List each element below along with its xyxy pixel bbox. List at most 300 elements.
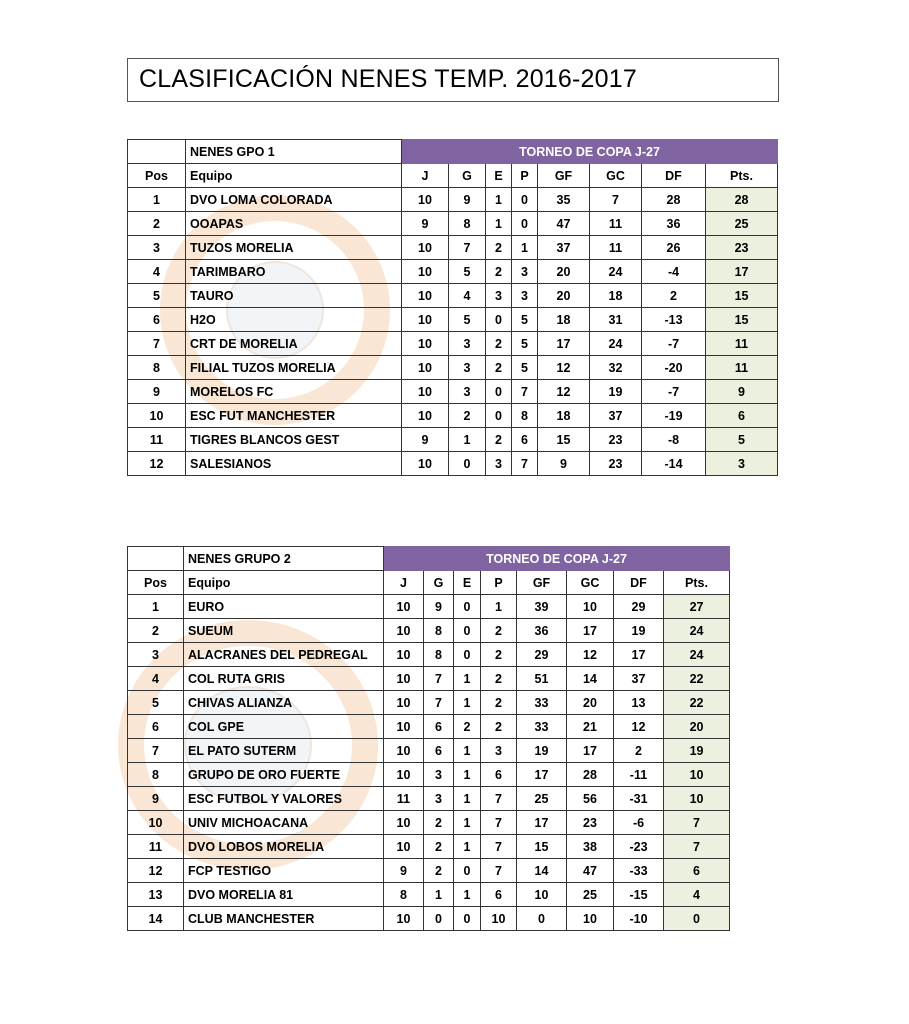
cell-gc: 23 <box>590 452 642 476</box>
col-header-g: G <box>449 164 486 188</box>
cell-pts: 24 <box>664 643 730 667</box>
cell-gf: 33 <box>517 715 567 739</box>
cell-p: 7 <box>481 835 517 859</box>
cell-j: 9 <box>402 212 449 236</box>
cell-p: 7 <box>512 452 538 476</box>
cell-df: -6 <box>614 811 664 835</box>
cell-pos: 6 <box>128 308 186 332</box>
cell-pos: 8 <box>128 356 186 380</box>
cell-gc: 11 <box>590 236 642 260</box>
cell-team: ESC FUT MANCHESTER <box>186 404 402 428</box>
col-header-pos: Pos <box>128 164 186 188</box>
cell-e: 1 <box>454 691 481 715</box>
cell-gf: 29 <box>517 643 567 667</box>
cell-pos: 10 <box>128 811 184 835</box>
cell-df: 37 <box>614 667 664 691</box>
cell-team: DVO MORELIA 81 <box>184 883 384 907</box>
col-header-pos: Pos <box>128 571 184 595</box>
standings-table-group-2 <box>127 546 730 931</box>
cell-df: -13 <box>642 308 706 332</box>
cell-g: 7 <box>449 236 486 260</box>
cell-pos: 3 <box>128 236 186 260</box>
cell-e: 0 <box>454 619 481 643</box>
cell-j: 9 <box>384 859 424 883</box>
group-name: NENES GPO 1 <box>186 140 402 164</box>
cell-e: 1 <box>454 787 481 811</box>
cell-team: FCP TESTIGO <box>184 859 384 883</box>
cell-pts: 23 <box>706 236 778 260</box>
cell-pos: 9 <box>128 380 186 404</box>
cell-j: 10 <box>384 691 424 715</box>
table-row <box>128 260 778 284</box>
cell-pts: 10 <box>664 763 730 787</box>
cell-pts: 7 <box>664 835 730 859</box>
cell-pos: 9 <box>128 787 184 811</box>
cell-gf: 19 <box>517 739 567 763</box>
cell-df: 19 <box>614 619 664 643</box>
col-header-gc: GC <box>567 571 614 595</box>
cell-pts: 25 <box>706 212 778 236</box>
table-row <box>128 619 730 643</box>
cell-p: 3 <box>512 260 538 284</box>
table-row <box>128 595 730 619</box>
cell-j: 10 <box>402 380 449 404</box>
cell-e: 1 <box>454 739 481 763</box>
cell-pts: 19 <box>664 739 730 763</box>
cell-pos: 1 <box>128 188 186 212</box>
blank-cell <box>128 140 186 164</box>
cell-p: 2 <box>481 715 517 739</box>
cell-pts: 11 <box>706 332 778 356</box>
cell-team: TUZOS MORELIA <box>186 236 402 260</box>
cell-g: 3 <box>424 787 454 811</box>
table-row <box>128 883 730 907</box>
cell-g: 3 <box>449 380 486 404</box>
cell-df: -14 <box>642 452 706 476</box>
cell-e: 0 <box>454 907 481 931</box>
cell-g: 6 <box>424 715 454 739</box>
cell-gc: 7 <box>590 188 642 212</box>
cell-e: 0 <box>454 643 481 667</box>
table-row <box>128 715 730 739</box>
table-row <box>128 332 778 356</box>
cell-df: -20 <box>642 356 706 380</box>
cell-j: 10 <box>402 260 449 284</box>
cell-pos: 4 <box>128 260 186 284</box>
cell-gf: 37 <box>538 236 590 260</box>
cell-df: -8 <box>642 428 706 452</box>
cell-p: 7 <box>512 380 538 404</box>
cell-pos: 2 <box>128 212 186 236</box>
cell-gc: 23 <box>590 428 642 452</box>
col-header-df: DF <box>614 571 664 595</box>
cell-pts: 20 <box>664 715 730 739</box>
col-header-p: P <box>481 571 517 595</box>
cell-pts: 15 <box>706 284 778 308</box>
cell-pos: 4 <box>128 667 184 691</box>
cell-e: 2 <box>486 260 512 284</box>
cell-j: 10 <box>402 284 449 308</box>
cell-pts: 24 <box>664 619 730 643</box>
cell-gc: 24 <box>590 332 642 356</box>
cell-pts: 11 <box>706 356 778 380</box>
table-row <box>128 811 730 835</box>
cell-gf: 20 <box>538 260 590 284</box>
cell-df: -23 <box>614 835 664 859</box>
table-row <box>128 643 730 667</box>
cell-j: 11 <box>384 787 424 811</box>
cell-pts: 9 <box>706 380 778 404</box>
cell-gc: 24 <box>590 260 642 284</box>
cell-gf: 15 <box>517 835 567 859</box>
cell-p: 10 <box>481 907 517 931</box>
col-header-g: G <box>424 571 454 595</box>
cell-g: 2 <box>424 859 454 883</box>
cell-pts: 15 <box>706 308 778 332</box>
cell-gc: 56 <box>567 787 614 811</box>
cell-j: 10 <box>384 739 424 763</box>
table-row <box>128 212 778 236</box>
cell-g: 5 <box>449 308 486 332</box>
cell-g: 0 <box>424 907 454 931</box>
col-header-gf: GF <box>538 164 590 188</box>
cell-e: 2 <box>486 356 512 380</box>
cell-e: 0 <box>486 380 512 404</box>
torneo-header: TORNEO DE COPA J-27 <box>402 140 778 164</box>
cell-pos: 5 <box>128 284 186 308</box>
cell-team: H2O <box>186 308 402 332</box>
cell-gc: 38 <box>567 835 614 859</box>
cell-gc: 10 <box>567 595 614 619</box>
cell-gc: 17 <box>567 739 614 763</box>
cell-gf: 14 <box>517 859 567 883</box>
cell-pts: 6 <box>664 859 730 883</box>
cell-p: 2 <box>481 691 517 715</box>
cell-team: DVO LOMA COLORADA <box>186 188 402 212</box>
cell-p: 2 <box>481 619 517 643</box>
cell-p: 1 <box>481 595 517 619</box>
cell-gf: 51 <box>517 667 567 691</box>
cell-pos: 7 <box>128 332 186 356</box>
cell-gf: 25 <box>517 787 567 811</box>
cell-team: OOAPAS <box>186 212 402 236</box>
cell-pts: 5 <box>706 428 778 452</box>
cell-e: 3 <box>486 452 512 476</box>
cell-pos: 13 <box>128 883 184 907</box>
cell-j: 10 <box>384 715 424 739</box>
cell-e: 0 <box>486 308 512 332</box>
cell-df: 26 <box>642 236 706 260</box>
cell-pts: 3 <box>706 452 778 476</box>
cell-g: 9 <box>449 188 486 212</box>
cell-gc: 32 <box>590 356 642 380</box>
cell-df: -7 <box>642 380 706 404</box>
cell-df: 29 <box>614 595 664 619</box>
cell-gf: 35 <box>538 188 590 212</box>
table-row <box>128 404 778 428</box>
cell-pos: 8 <box>128 763 184 787</box>
cell-g: 3 <box>449 356 486 380</box>
cell-e: 2 <box>486 236 512 260</box>
cell-e: 1 <box>454 811 481 835</box>
cell-gc: 19 <box>590 380 642 404</box>
cell-gf: 10 <box>517 883 567 907</box>
cell-g: 9 <box>424 595 454 619</box>
cell-pos: 3 <box>128 643 184 667</box>
cell-df: -10 <box>614 907 664 931</box>
cell-pts: 17 <box>706 260 778 284</box>
cell-pos: 2 <box>128 619 184 643</box>
cell-gf: 0 <box>517 907 567 931</box>
cell-gc: 20 <box>567 691 614 715</box>
cell-e: 1 <box>454 763 481 787</box>
cell-p: 6 <box>512 428 538 452</box>
cell-p: 6 <box>481 763 517 787</box>
cell-p: 1 <box>512 236 538 260</box>
cell-df: -19 <box>642 404 706 428</box>
cell-pos: 11 <box>128 835 184 859</box>
cell-team: ALACRANES DEL PEDREGAL <box>184 643 384 667</box>
cell-j: 10 <box>402 356 449 380</box>
cell-p: 7 <box>481 787 517 811</box>
cell-p: 3 <box>481 739 517 763</box>
blank-cell <box>128 547 184 571</box>
cell-e: 1 <box>454 883 481 907</box>
cell-gc: 37 <box>590 404 642 428</box>
cell-e: 2 <box>486 428 512 452</box>
cell-g: 8 <box>424 643 454 667</box>
cell-team: CRT DE MORELIA <box>186 332 402 356</box>
cell-gc: 31 <box>590 308 642 332</box>
cell-gf: 12 <box>538 380 590 404</box>
col-header-j: J <box>402 164 449 188</box>
cell-gc: 28 <box>567 763 614 787</box>
table-row <box>128 787 730 811</box>
cell-pts: 7 <box>664 811 730 835</box>
cell-gf: 18 <box>538 404 590 428</box>
cell-team: COL GPE <box>184 715 384 739</box>
cell-g: 3 <box>424 763 454 787</box>
cell-g: 1 <box>449 428 486 452</box>
cell-e: 1 <box>486 212 512 236</box>
cell-p: 7 <box>481 859 517 883</box>
col-header-equipo: Equipo <box>186 164 402 188</box>
cell-g: 2 <box>449 404 486 428</box>
cell-pts: 4 <box>664 883 730 907</box>
cell-df: -33 <box>614 859 664 883</box>
col-header-df: DF <box>642 164 706 188</box>
col-header-p: P <box>512 164 538 188</box>
cell-gc: 17 <box>567 619 614 643</box>
cell-df: 17 <box>614 643 664 667</box>
cell-g: 2 <box>424 811 454 835</box>
cell-p: 6 <box>481 883 517 907</box>
cell-pos: 14 <box>128 907 184 931</box>
cell-g: 1 <box>424 883 454 907</box>
col-header-e: E <box>454 571 481 595</box>
cell-pos: 11 <box>128 428 186 452</box>
cell-j: 10 <box>384 907 424 931</box>
cell-gc: 47 <box>567 859 614 883</box>
cell-e: 1 <box>454 667 481 691</box>
cell-gc: 23 <box>567 811 614 835</box>
title-box <box>127 58 779 102</box>
cell-df: 12 <box>614 715 664 739</box>
cell-g: 7 <box>424 667 454 691</box>
cell-team: TAURO <box>186 284 402 308</box>
cell-gc: 14 <box>567 667 614 691</box>
cell-g: 6 <box>424 739 454 763</box>
cell-gc: 11 <box>590 212 642 236</box>
cell-df: -11 <box>614 763 664 787</box>
table-row <box>128 308 778 332</box>
cell-df: 13 <box>614 691 664 715</box>
table-row <box>128 428 778 452</box>
cell-gc: 10 <box>567 907 614 931</box>
standings-table-group-1 <box>127 139 778 476</box>
cell-e: 3 <box>486 284 512 308</box>
cell-e: 0 <box>454 595 481 619</box>
cell-j: 9 <box>402 428 449 452</box>
cell-gf: 12 <box>538 356 590 380</box>
cell-pos: 12 <box>128 452 186 476</box>
cell-j: 10 <box>384 835 424 859</box>
cell-p: 3 <box>512 284 538 308</box>
cell-gc: 21 <box>567 715 614 739</box>
cell-gf: 36 <box>517 619 567 643</box>
cell-df: 28 <box>642 188 706 212</box>
cell-pts: 22 <box>664 667 730 691</box>
cell-j: 10 <box>384 667 424 691</box>
cell-p: 0 <box>512 212 538 236</box>
cell-gf: 15 <box>538 428 590 452</box>
cell-pos: 1 <box>128 595 184 619</box>
cell-team: COL RUTA GRIS <box>184 667 384 691</box>
cell-j: 10 <box>402 188 449 212</box>
cell-team: MORELOS FC <box>186 380 402 404</box>
table-row <box>128 380 778 404</box>
cell-g: 4 <box>449 284 486 308</box>
cell-gf: 17 <box>517 811 567 835</box>
table-row <box>128 356 778 380</box>
cell-gf: 18 <box>538 308 590 332</box>
cell-gc: 25 <box>567 883 614 907</box>
cell-j: 8 <box>384 883 424 907</box>
cell-df: 36 <box>642 212 706 236</box>
page-title: CLASIFICACIÓN NENES TEMP. 2016-2017 <box>139 65 637 93</box>
cell-pts: 0 <box>664 907 730 931</box>
table-row <box>128 236 778 260</box>
cell-team: SALESIANOS <box>186 452 402 476</box>
cell-j: 10 <box>402 308 449 332</box>
cell-team: TARIMBARO <box>186 260 402 284</box>
table-row <box>128 284 778 308</box>
cell-e: 0 <box>454 859 481 883</box>
cell-gc: 18 <box>590 284 642 308</box>
cell-gf: 9 <box>538 452 590 476</box>
col-header-gf: GF <box>517 571 567 595</box>
cell-j: 10 <box>384 643 424 667</box>
cell-gc: 12 <box>567 643 614 667</box>
cell-gf: 17 <box>517 763 567 787</box>
table-row <box>128 859 730 883</box>
table-row <box>128 452 778 476</box>
cell-e: 1 <box>454 835 481 859</box>
cell-team: SUEUM <box>184 619 384 643</box>
cell-p: 0 <box>512 188 538 212</box>
table-row <box>128 739 730 763</box>
cell-p: 5 <box>512 308 538 332</box>
group-name: NENES GRUPO 2 <box>184 547 384 571</box>
cell-e: 1 <box>486 188 512 212</box>
cell-p: 5 <box>512 356 538 380</box>
cell-j: 10 <box>402 236 449 260</box>
cell-j: 10 <box>384 763 424 787</box>
cell-gf: 39 <box>517 595 567 619</box>
cell-pts: 28 <box>706 188 778 212</box>
cell-g: 5 <box>449 260 486 284</box>
col-header-j: J <box>384 571 424 595</box>
cell-p: 8 <box>512 404 538 428</box>
cell-g: 0 <box>449 452 486 476</box>
cell-p: 7 <box>481 811 517 835</box>
cell-pts: 10 <box>664 787 730 811</box>
cell-team: FILIAL TUZOS MORELIA <box>186 356 402 380</box>
table-row <box>128 763 730 787</box>
cell-pos: 12 <box>128 859 184 883</box>
cell-team: DVO LOBOS MORELIA <box>184 835 384 859</box>
cell-j: 10 <box>384 619 424 643</box>
cell-pos: 6 <box>128 715 184 739</box>
cell-team: CLUB MANCHESTER <box>184 907 384 931</box>
col-header-pts: Pts. <box>664 571 730 595</box>
cell-j: 10 <box>402 452 449 476</box>
cell-df: -7 <box>642 332 706 356</box>
cell-pos: 7 <box>128 739 184 763</box>
table-row <box>128 907 730 931</box>
cell-team: CHIVAS ALIANZA <box>184 691 384 715</box>
cell-pts: 22 <box>664 691 730 715</box>
cell-gf: 47 <box>538 212 590 236</box>
cell-df: -15 <box>614 883 664 907</box>
cell-pos: 10 <box>128 404 186 428</box>
cell-g: 8 <box>424 619 454 643</box>
col-header-equipo: Equipo <box>184 571 384 595</box>
cell-j: 10 <box>384 595 424 619</box>
cell-g: 2 <box>424 835 454 859</box>
cell-df: -4 <box>642 260 706 284</box>
cell-pts: 27 <box>664 595 730 619</box>
col-header-pts: Pts. <box>706 164 778 188</box>
cell-j: 10 <box>384 811 424 835</box>
table-row <box>128 188 778 212</box>
cell-team: GRUPO DE ORO FUERTE <box>184 763 384 787</box>
cell-df: 2 <box>642 284 706 308</box>
cell-gf: 17 <box>538 332 590 356</box>
cell-team: ESC FUTBOL Y VALORES <box>184 787 384 811</box>
table-row <box>128 667 730 691</box>
cell-pts: 6 <box>706 404 778 428</box>
cell-g: 3 <box>449 332 486 356</box>
cell-df: -31 <box>614 787 664 811</box>
cell-gf: 20 <box>538 284 590 308</box>
col-header-e: E <box>486 164 512 188</box>
cell-pos: 5 <box>128 691 184 715</box>
cell-df: 2 <box>614 739 664 763</box>
col-header-gc: GC <box>590 164 642 188</box>
table-row <box>128 691 730 715</box>
cell-e: 2 <box>486 332 512 356</box>
